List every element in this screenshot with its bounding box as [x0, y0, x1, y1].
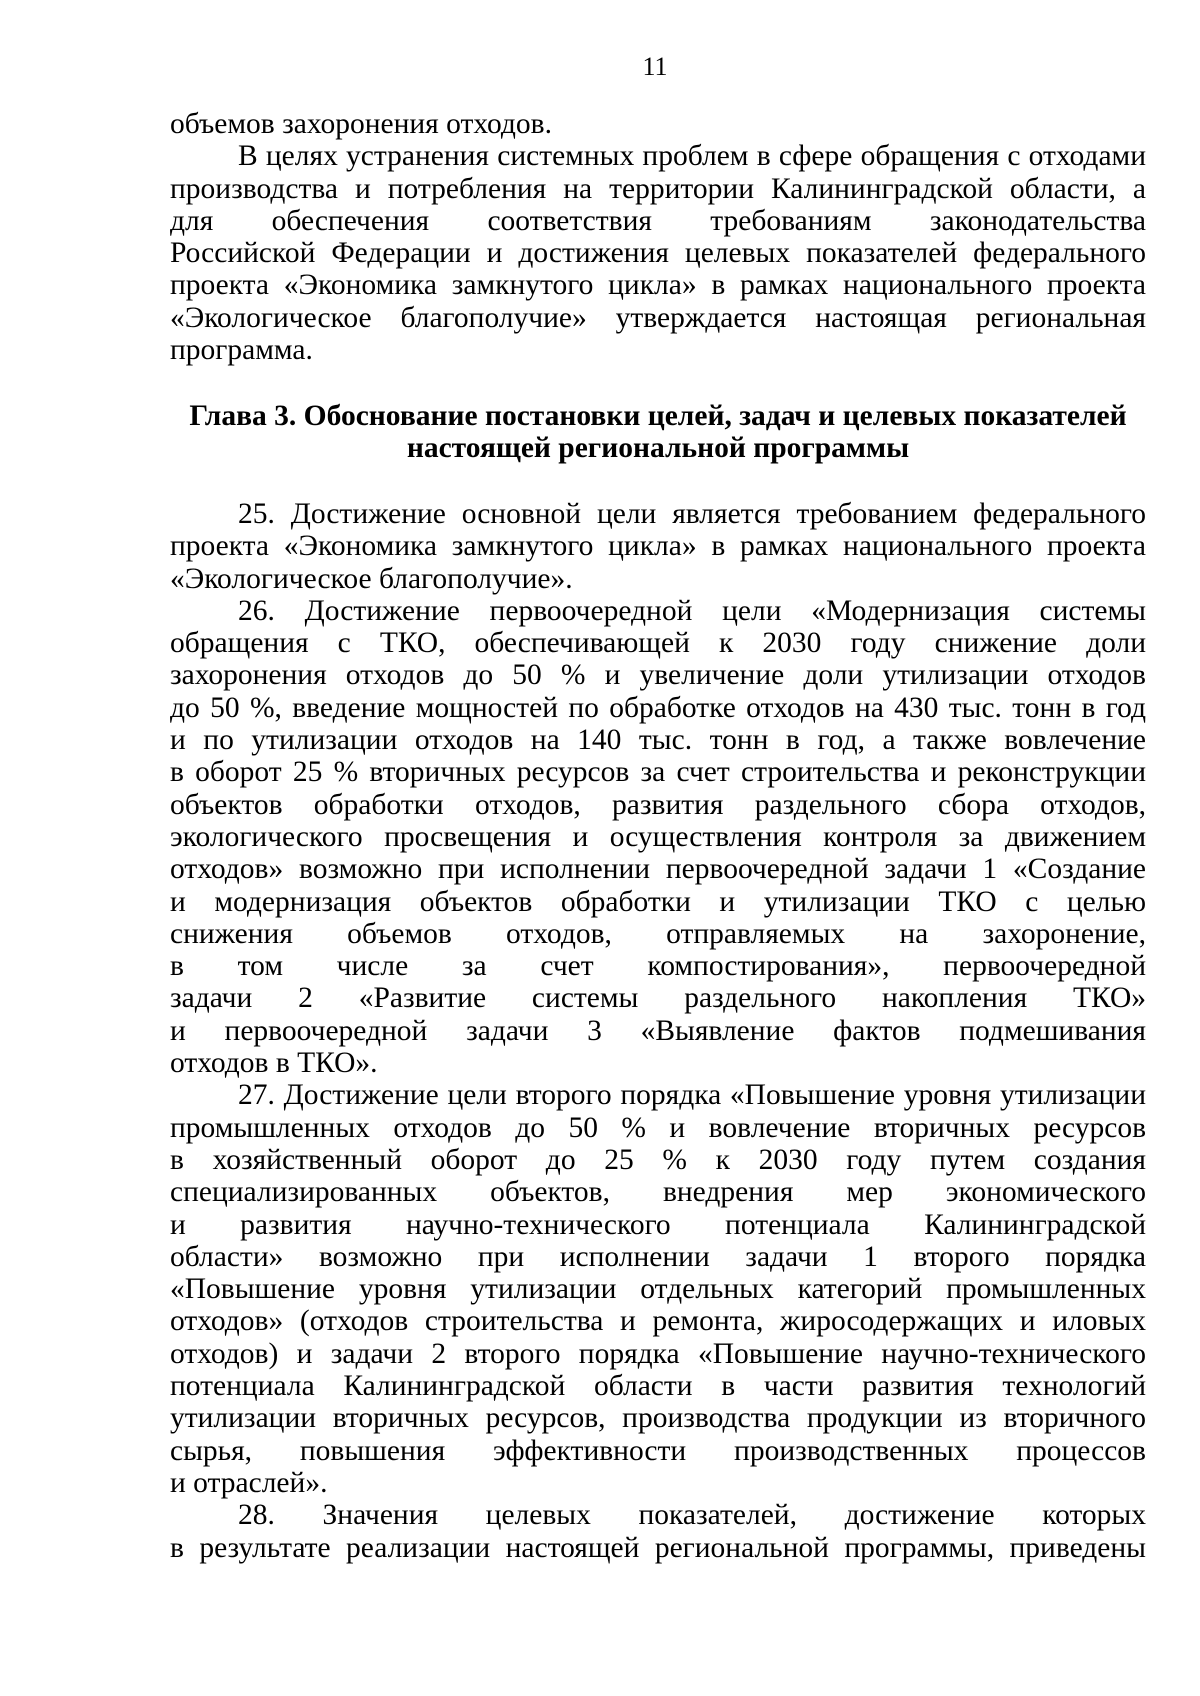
text-line: проекта «Экономика замкнутого цикла» в рамках национального проекта [170, 530, 1146, 563]
page-number: 11 [642, 52, 668, 81]
text-line: программа. [170, 334, 313, 367]
text-line: и модернизация объектов обработки и утилизации ТКО с целью [170, 885, 1146, 918]
text-line: отходов» возможно при исполнении первоочередной задачи 1 «Создание [170, 853, 1146, 886]
text-line: потенциала Калининградской области в части развития технологий [170, 1370, 1146, 1403]
text-line: сырья, повышения эффективности производственных процессов [170, 1434, 1146, 1467]
text-line: снижения объемов отходов, отправляемых на захоронение, [170, 917, 1146, 950]
text-line: и по утилизации отходов на 140 тыс. тонн в год, а также вовлечение [170, 724, 1146, 757]
text-line: захоронения отходов до 50 % и увеличение доли утилизации отходов [170, 659, 1146, 692]
chapter-title-line: Глава 3. Обоснование постановки целей, задач и целевых показателей [189, 400, 1127, 432]
body-paragraphs [170, 498, 1146, 1564]
text-line: В целях устранения системных проблем в сфере обращения с отходами [238, 140, 1146, 173]
text-line: для обеспечения соответствия требованиям законодательства [170, 204, 1146, 237]
intro-paragraphs [170, 108, 1146, 366]
text-line: в результате реализации настоящей региональной программы, приведены [170, 1531, 1146, 1564]
text-line: в хозяйственный оборот до 25 % к 2030 году путем создания [170, 1143, 1146, 1176]
text-line: до 50 %, введение мощностей по обработке отходов на 430 тыс. тонн в год [170, 691, 1146, 724]
text-line: и первоочередной задачи 3 «Выявление фактов подмешивания [170, 1014, 1146, 1047]
text-line: области» возможно при исполнении задачи 1 второго порядка [170, 1240, 1146, 1273]
text-line: специализированных объектов, внедрения мер экономического [170, 1176, 1146, 1209]
text-line: промышленных отходов до 50 % и вовлечение вторичных ресурсов [170, 1111, 1146, 1144]
text-line: «Экологическое благополучие» утверждается настоящая региональная [170, 301, 1146, 334]
text-line: «Экологическое благополучие». [170, 562, 573, 595]
text-line: объектов обработки отходов, развития раздельного сбора отходов, [170, 788, 1146, 821]
text-line: обращения с ТКО, обеспечивающей к 2030 году снижение доли [170, 627, 1146, 660]
text-line: и отраслей». [170, 1466, 328, 1499]
chapter-heading [170, 400, 1146, 465]
text-line: производства и потребления на территории Калининградской области, а [170, 172, 1146, 205]
text-line: объемов захоронения отходов. [170, 108, 552, 140]
text-line: 25. Достижение основной цели является требованием федерального [238, 498, 1146, 530]
text-line: отходов в ТКО». [170, 1047, 378, 1080]
text-line: Российской Федерации и достижения целевых показателей федерального [170, 237, 1146, 270]
text-line: 27. Достижение цели второго порядка «Повышение уровня утилизации [238, 1079, 1146, 1112]
text-line: утилизации вторичных ресурсов, производства продукции из вторичного [170, 1402, 1146, 1435]
text-line: 26. Достижение первоочередной цели «Модернизация системы [238, 594, 1146, 627]
text-line: отходов) и задачи 2 второго порядка «Повышение научно-технического [170, 1337, 1146, 1370]
chapter-title-line: настоящей региональной программы [406, 432, 910, 465]
text-line: задачи 2 «Развитие системы раздельного накопления ТКО» [170, 982, 1146, 1015]
text-line: в оборот 25 % вторичных ресурсов за счет строительства и реконструкции [170, 756, 1146, 789]
text-line: «Повышение уровня утилизации отдельных категорий промышленных [170, 1273, 1146, 1306]
text-line: проекта «Экономика замкнутого цикла» в рамках национального проекта [170, 269, 1146, 302]
text-line: в том числе за счет компостирования», первоочередной [170, 950, 1146, 983]
text-line: 28. Значения целевых показателей, достижение которых [238, 1499, 1146, 1532]
text-line: экологического просвещения и осуществления контроля за движением [170, 820, 1146, 853]
text-line: и развития научно-технического потенциала Калининградской [170, 1208, 1146, 1241]
text-line: отходов» (отходов строительства и ремонта, жиросодержащих и иловых [170, 1305, 1146, 1338]
